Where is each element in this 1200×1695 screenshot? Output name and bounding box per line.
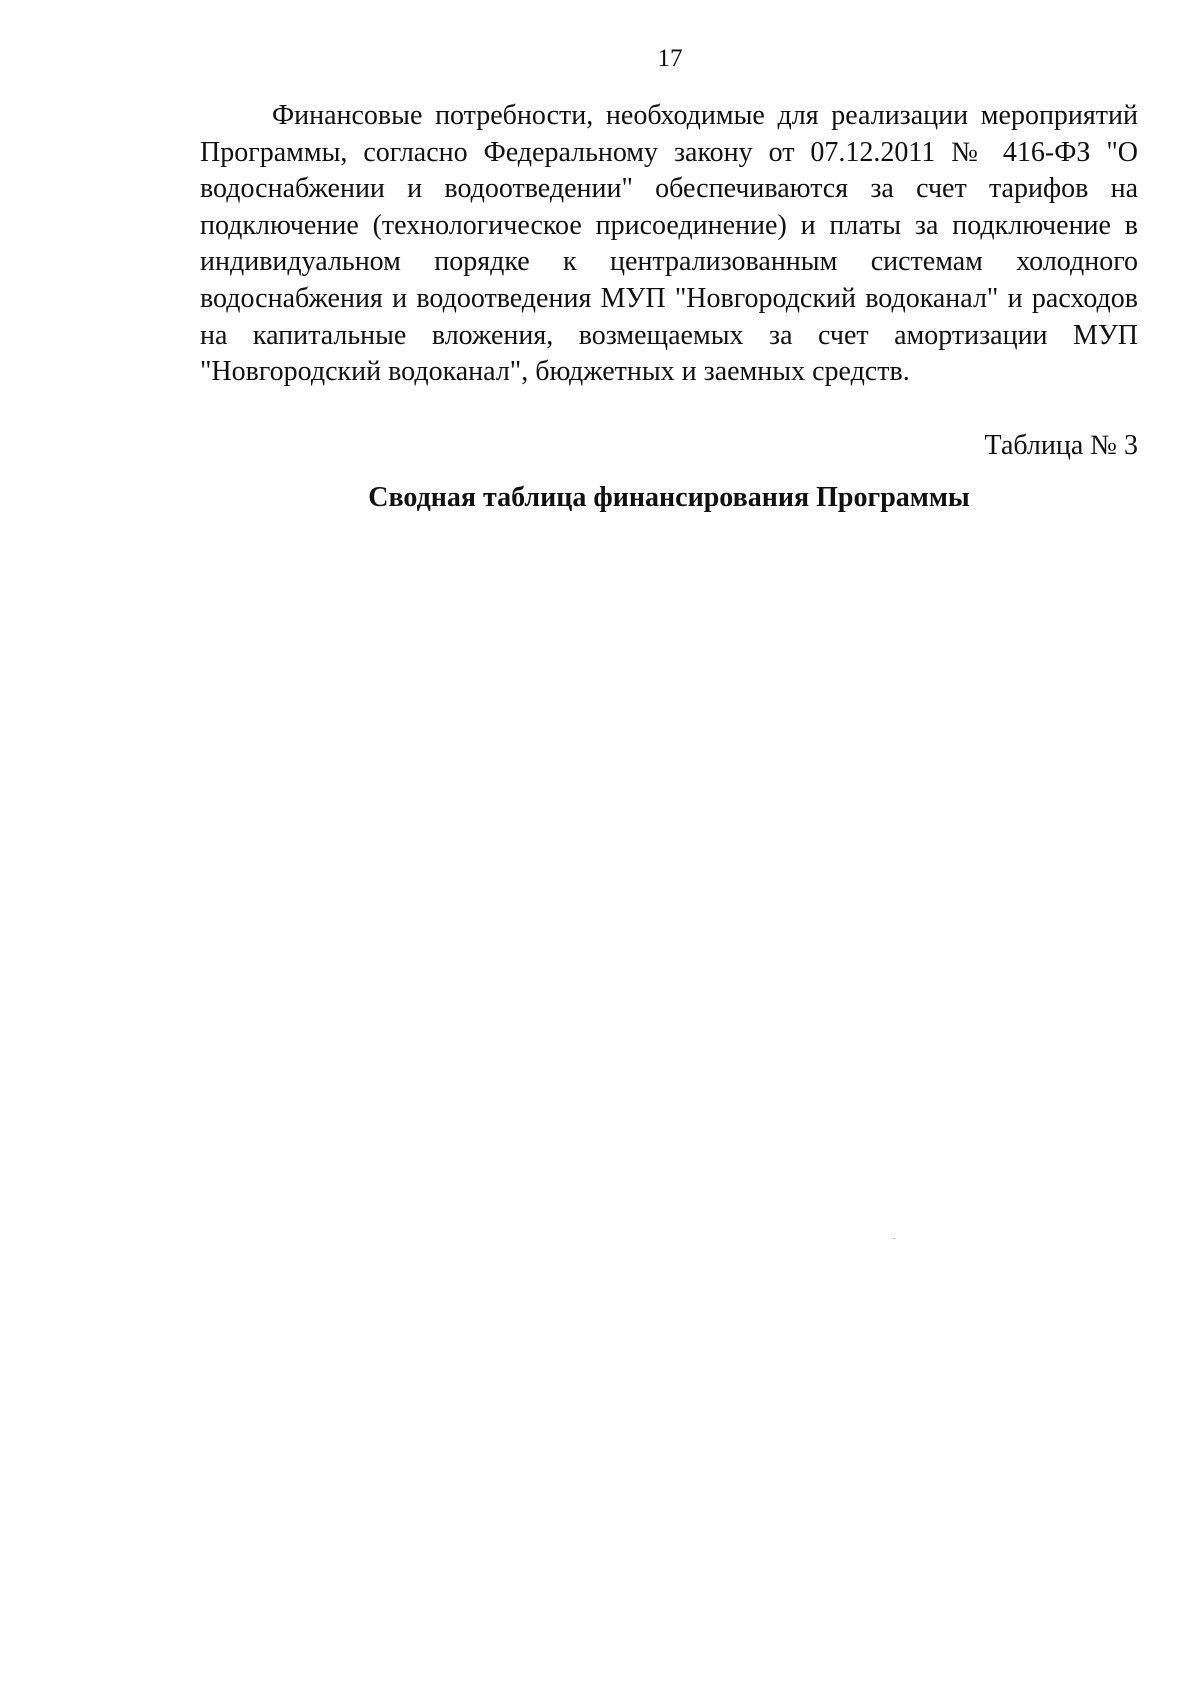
body-paragraph: Финансовые потребности, необходимые для реализации мероприятий Программы, согласно Федеральному закону от 07.12.2011 № 416-ФЗ "О водоснабжении и водоотведении" обеспечиваются за счет тарифов на подключение (технологическое присоединение) и платы за подключение в индивидуальном порядке к централизованным системам холодного водоснабжения и водоотведения МУП "Новгородский водоканал" и расходов на капитальные вложения, возмещаемых за счет амортизации МУП "Новгородский водоканал", бюджетных и заемных средств. bbox=[200, 100, 1138, 388]
page-number: 17 bbox=[657, 45, 683, 72]
table-label: Таблица № 3 bbox=[984, 430, 1138, 461]
table-title: Сводная таблица финансирования Программы bbox=[368, 482, 970, 513]
scan-speck bbox=[893, 1238, 895, 1239]
